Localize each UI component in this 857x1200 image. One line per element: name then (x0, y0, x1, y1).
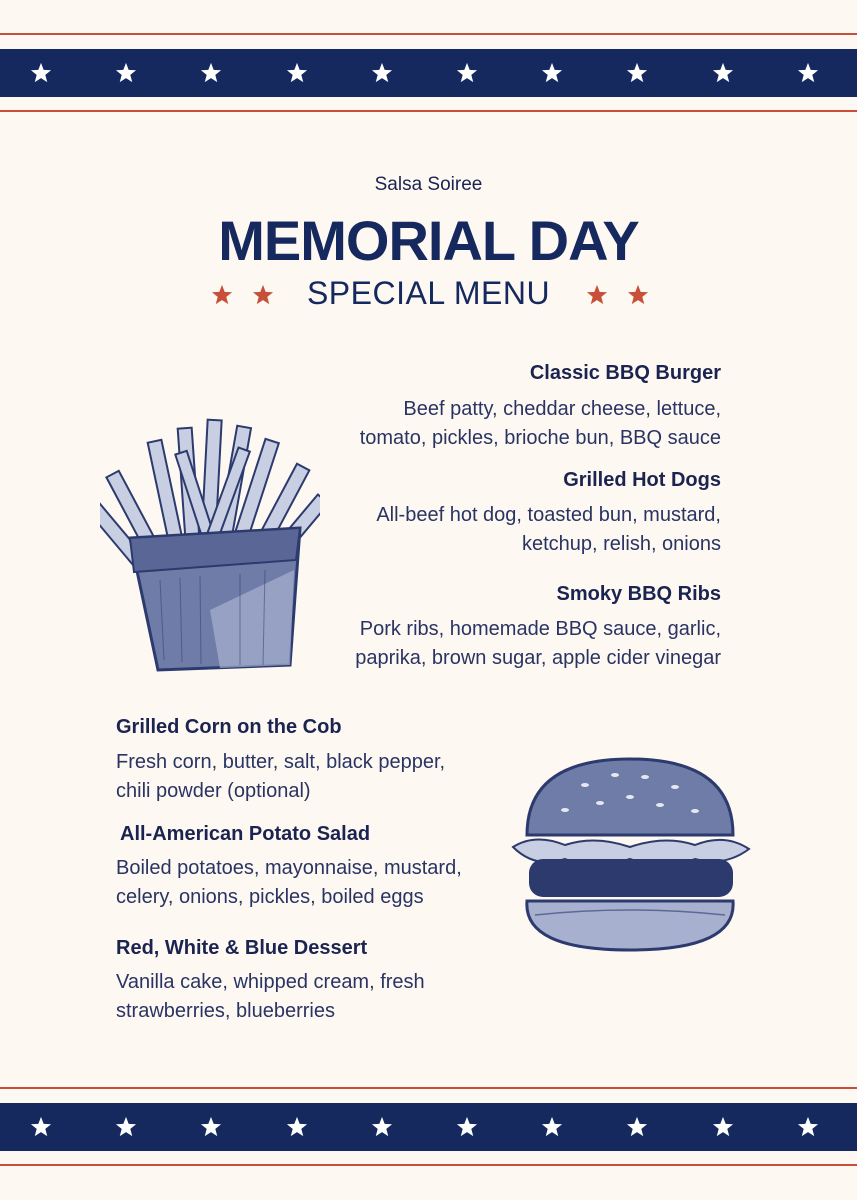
menu-item-desc-line: Vanilla cake, whipped cream, fresh (116, 971, 425, 993)
fries-illustration (100, 410, 320, 675)
white-star-icon (626, 62, 648, 84)
bottom-red-line-lower (0, 1164, 857, 1166)
menu-item-desc-line: Beef patty, cheddar cheese, lettuce, (403, 398, 721, 420)
brand-name: Salsa Soiree (374, 174, 483, 195)
menu-item-desc-line: All-beef hot dog, toasted bun, mustard, (376, 504, 721, 526)
white-star-icon (626, 1116, 648, 1138)
menu-item-desc-line: celery, onions, pickles, boiled eggs (116, 886, 424, 908)
menu-item-desc (116, 748, 496, 806)
red-star-icon (627, 284, 649, 306)
white-star-icon (712, 62, 734, 84)
white-star-icon (456, 1116, 478, 1138)
menu-item-desc (301, 615, 721, 673)
menu-item-desc-line: Boiled potatoes, mayonnaise, mustard, (116, 857, 462, 879)
bottom-red-line-upper (0, 1087, 857, 1089)
menu-item-title: Red, White & Blue Dessert (116, 937, 368, 959)
menu-item-desc-line: Pork ribs, homemade BBQ sauce, garlic, (359, 618, 721, 640)
menu-item-title: All-American Potato Salad (120, 823, 371, 845)
white-star-icon (371, 1116, 393, 1138)
menu-item-desc-line: strawberries, blueberries (116, 1000, 335, 1022)
top-stars-row (0, 49, 857, 97)
menu-item-title: Smoky BBQ Ribs (556, 583, 721, 605)
menu-item-title: Classic BBQ Burger (529, 362, 721, 384)
menu-item-desc-line: chili powder (optional) (116, 780, 311, 802)
white-star-icon (200, 62, 222, 84)
menu-item-desc-line: ketchup, relish, onions (521, 533, 721, 555)
white-star-icon (30, 1116, 52, 1138)
menu-item-desc (116, 854, 496, 912)
menu-item-desc (301, 501, 721, 559)
menu-item-desc-line: tomato, pickles, brioche bun, BBQ sauce (359, 427, 721, 449)
white-star-icon (286, 1116, 308, 1138)
white-star-icon (797, 62, 819, 84)
menu-item-desc (301, 395, 721, 453)
menu-item-desc-line: paprika, brown sugar, apple cider vinegar (355, 647, 721, 669)
top-red-line-lower (0, 110, 857, 112)
white-star-icon (541, 1116, 563, 1138)
white-star-icon (541, 62, 563, 84)
white-star-icon (115, 1116, 137, 1138)
burger-illustration (505, 755, 755, 955)
menu-item-title: Grilled Hot Dogs (563, 469, 721, 491)
top-red-line-upper (0, 33, 857, 35)
white-star-icon (456, 62, 478, 84)
white-star-icon (371, 62, 393, 84)
white-star-icon (712, 1116, 734, 1138)
menu-item-desc (116, 968, 496, 1026)
bottom-stars-row (0, 1103, 857, 1151)
menu-item-desc-line: Fresh corn, butter, salt, black pepper, (116, 751, 446, 773)
white-star-icon (200, 1116, 222, 1138)
red-star-icon (586, 284, 608, 306)
page-title: MEMORIAL DAY (218, 209, 639, 272)
white-star-icon (286, 62, 308, 84)
white-star-icon (797, 1116, 819, 1138)
white-star-icon (30, 62, 52, 84)
white-star-icon (115, 62, 137, 84)
page-subtitle: SPECIAL MENU (306, 275, 551, 311)
subtitle-row (0, 273, 857, 317)
menu-item-title: Grilled Corn on the Cob (116, 716, 342, 738)
